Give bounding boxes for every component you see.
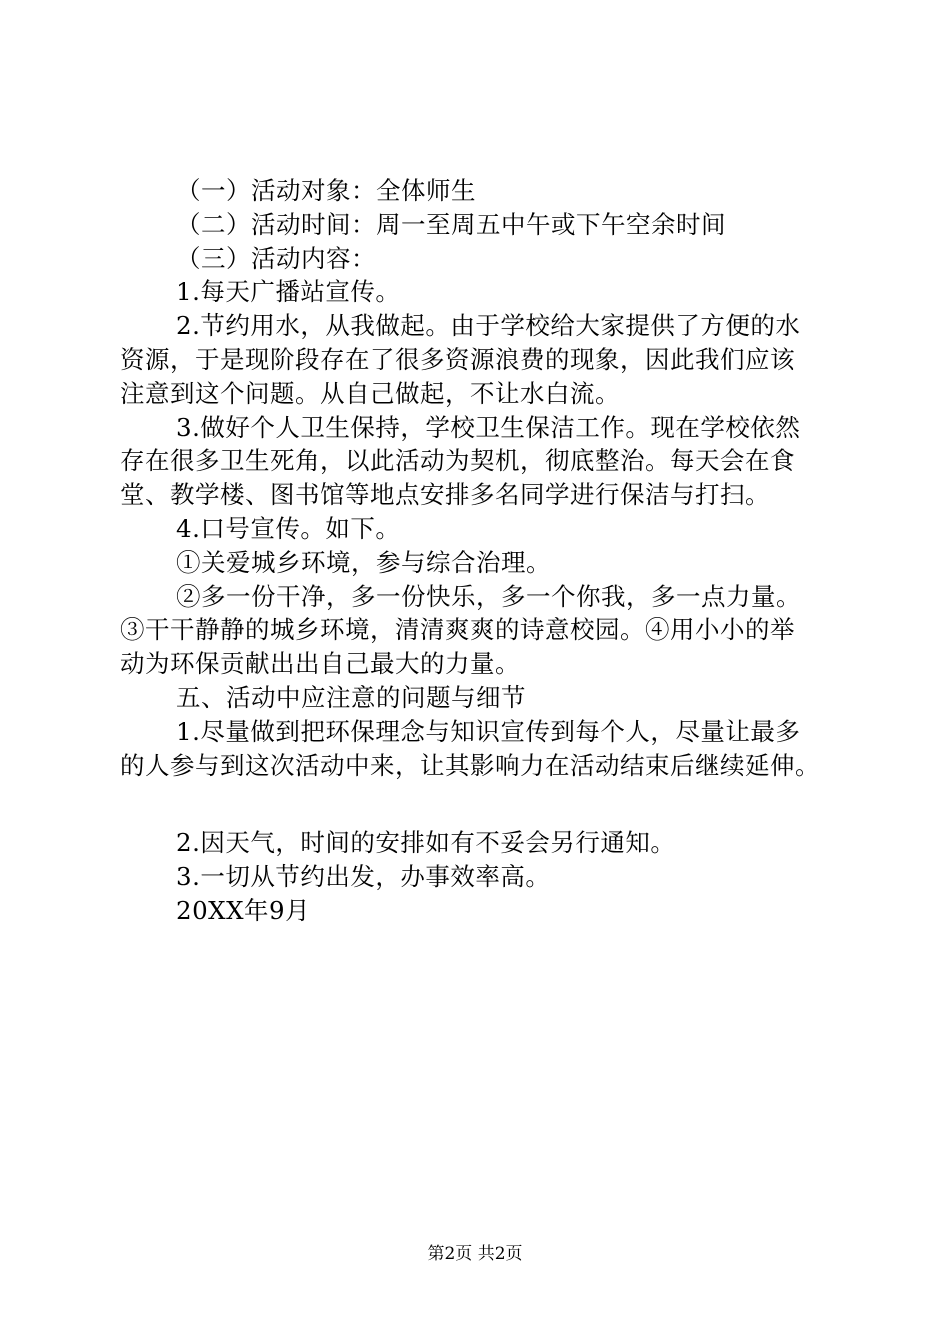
paragraph-gap — [120, 782, 840, 826]
content-item-3-line-1: 3.做好个人卫生保持，学校卫生保洁工作。现在学校依然 — [176, 412, 801, 442]
notice-item-1-line-2: 的人参与到这次活动中来，让其影响力在活动结束后继续延伸。 — [120, 750, 820, 780]
content-item-3-line-2: 存在很多卫生死角，以此活动为契机，彻底整治。每天会在食 — [120, 446, 795, 476]
content-item-2-line-1: 2.节约用水，从我做起。由于学校给大家提供了方便的水 — [176, 311, 801, 341]
section-five-heading: 五、活动中应注意的问题与细节 — [176, 682, 526, 712]
page-footer: 第2页 共2页 — [427, 1244, 523, 1264]
content-item-3-line-3: 堂、教学楼、图书馆等地点安排多名同学进行保洁与打扫。 — [120, 480, 770, 510]
activity-target-line: （一）活动对象：全体师生 — [176, 176, 476, 205]
slogan-3-4-line-1: ③干干静静的城乡环境，清清爽爽的诗意校园。④用小小的举 — [120, 615, 795, 645]
activity-time-line: （二）活动时间：周一至周五中午或下午空余时间 — [176, 209, 726, 239]
notice-item-3: 3.一切从节约出发，办事效率高。 — [176, 862, 551, 892]
slogan-1: ①关爱城乡环境，参与综合治理。 — [176, 547, 551, 577]
content-item-2-line-2: 资源，于是现阶段存在了很多资源浪费的现象，因此我们应该 — [120, 344, 795, 374]
content-item-1: 1.每天广播站宣传。 — [176, 277, 401, 307]
notice-item-1-line-1: 1.尽量做到把环保理念与知识宣传到每个人，尽量让最多 — [176, 716, 801, 746]
document-date: 20XX年9月 — [176, 895, 311, 925]
slogan-2: ②多一份干净，多一份快乐，多一个你我，多一点力量。 — [176, 581, 801, 611]
slogan-4-line-2: 动为环保贡献出出自己最大的力量。 — [120, 649, 520, 679]
content-item-2-line-3: 注意到这个问题。从自己做起，不让水白流。 — [120, 378, 620, 408]
activity-content-heading: （三）活动内容： — [176, 243, 376, 273]
document-body — [120, 174, 840, 928]
content-item-4: 4.口号宣传。如下。 — [176, 513, 401, 543]
notice-item-2: 2.因天气，时间的安排如有不妥会另行通知。 — [176, 828, 676, 858]
